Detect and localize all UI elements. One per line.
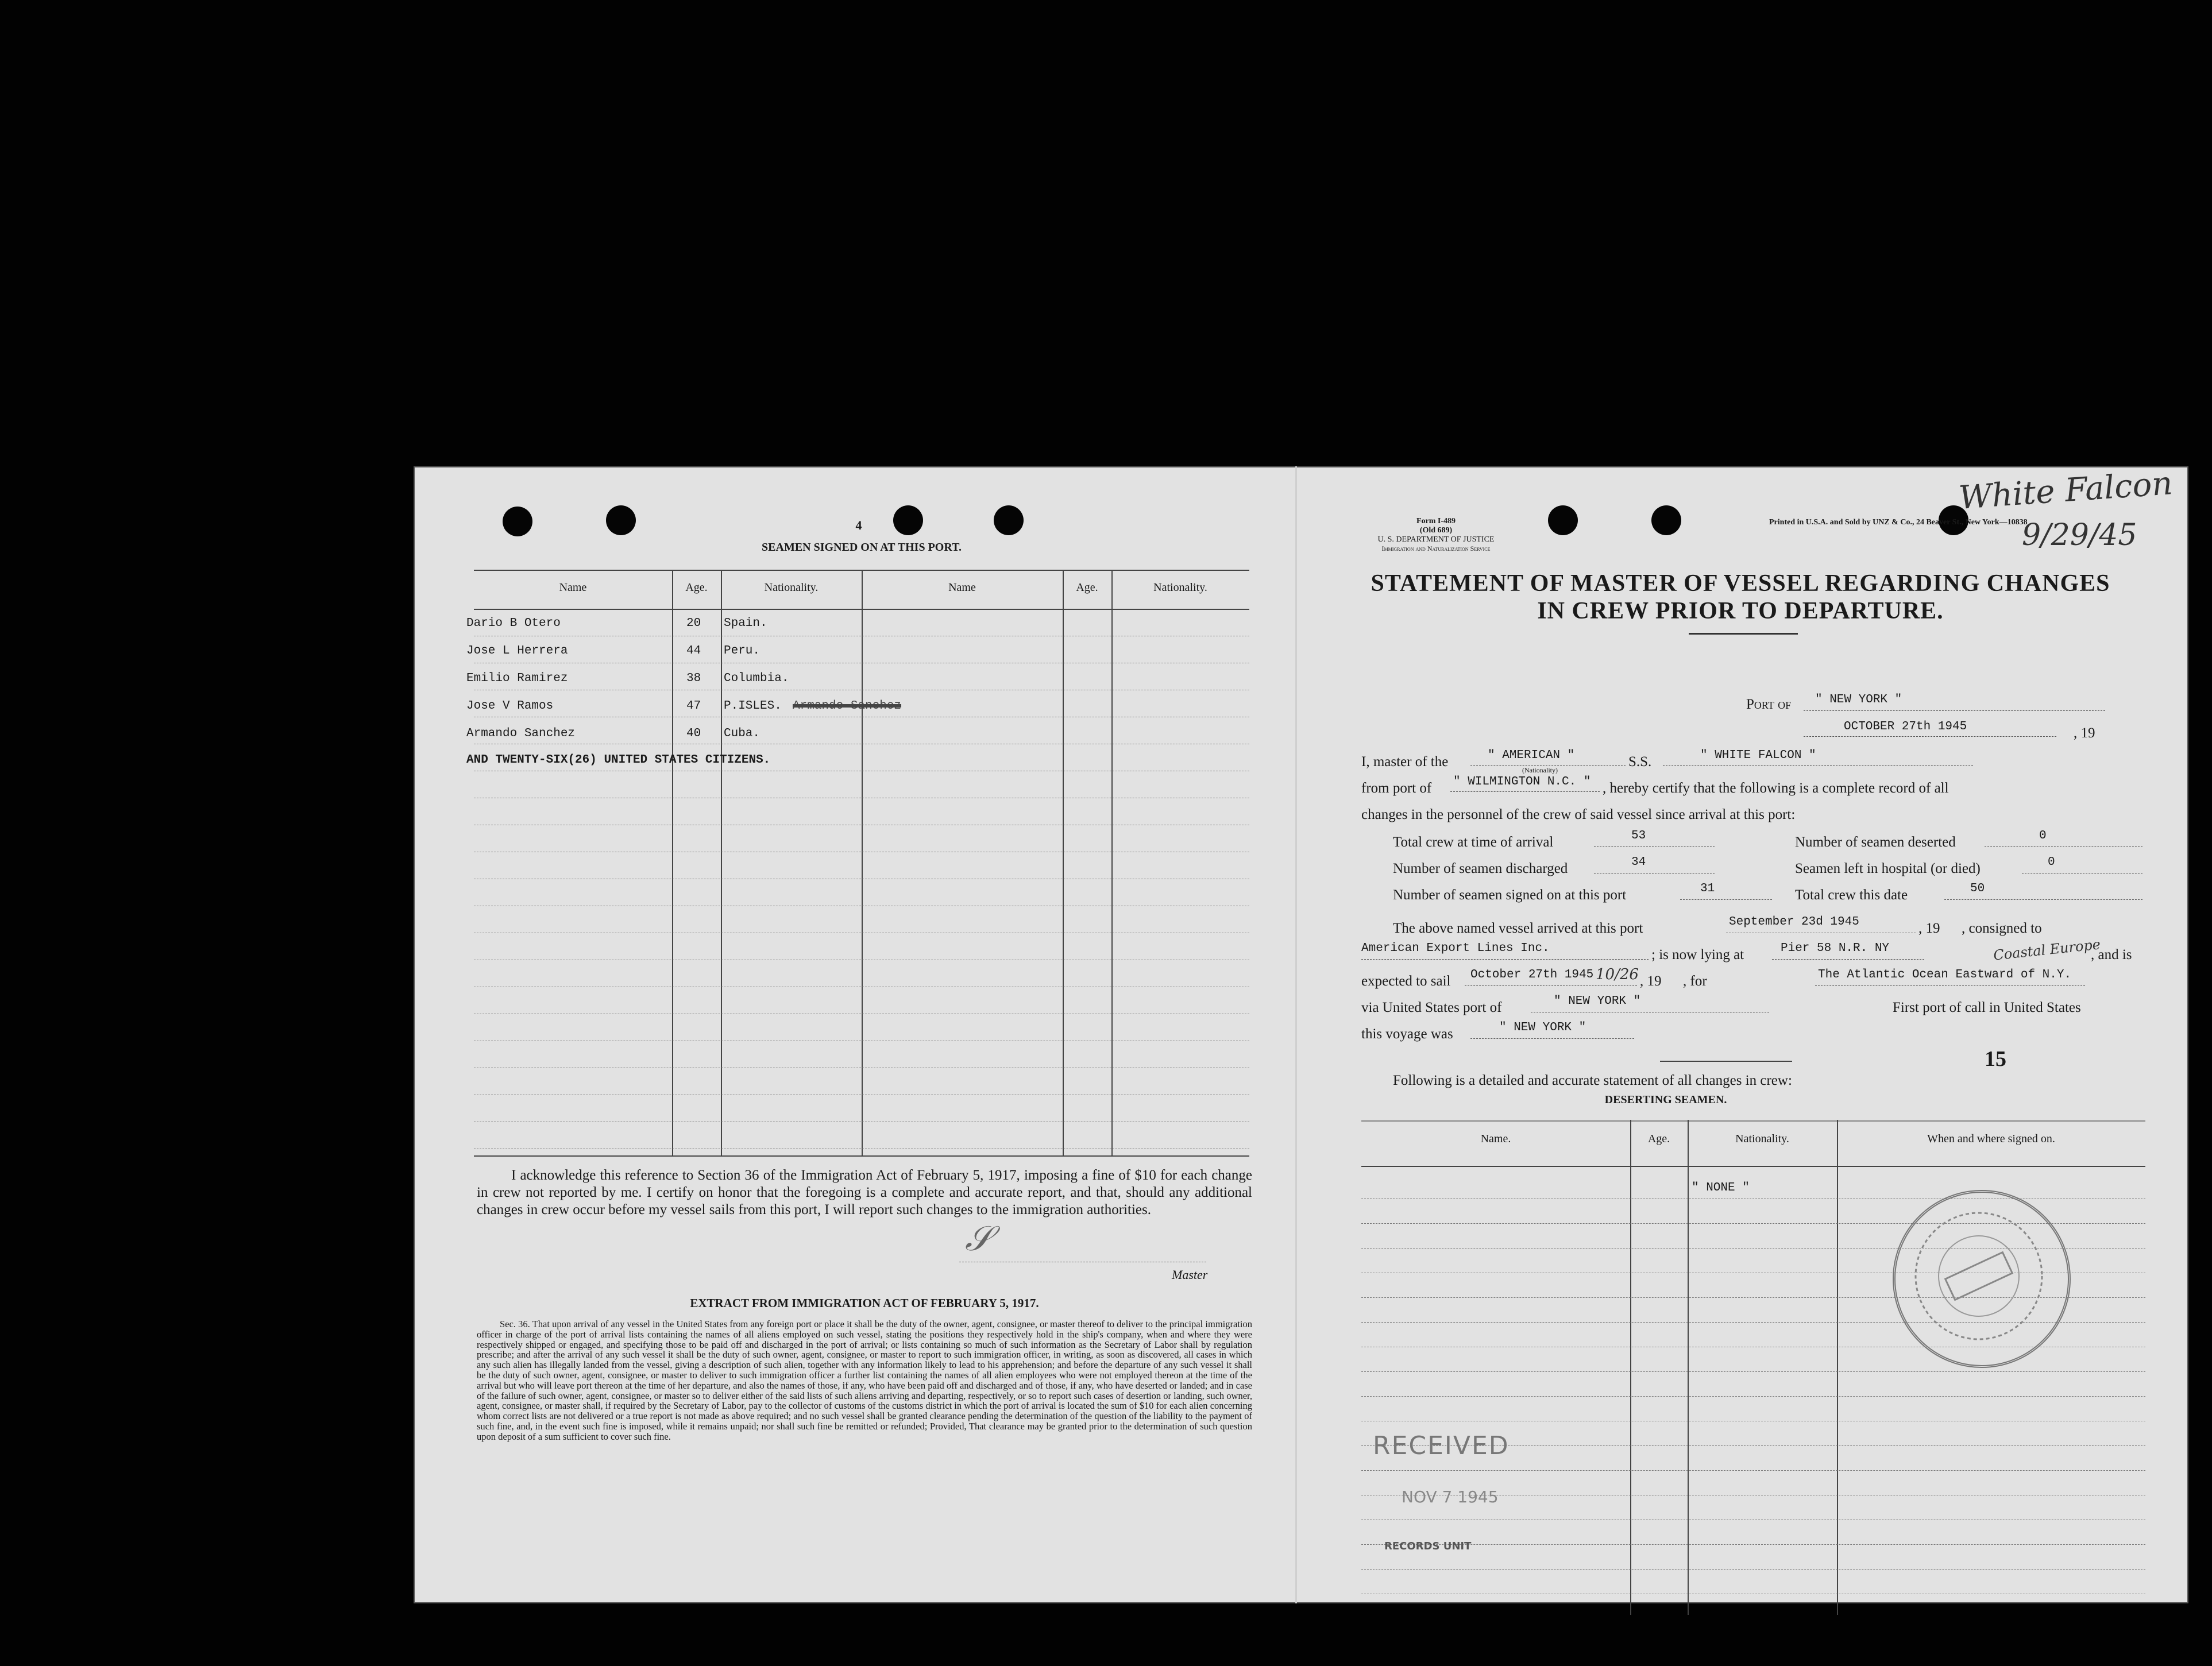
date-year: , 19 bbox=[2074, 725, 2095, 741]
records-unit-stamp: RECORDS UNIT bbox=[1384, 1540, 1472, 1552]
voyage-line bbox=[1470, 1038, 1634, 1039]
row-name: Jose L Herrera bbox=[466, 644, 568, 658]
master-signature: 𝒮 bbox=[965, 1219, 992, 1259]
master-label: Master bbox=[1172, 1267, 1208, 1282]
row-nationality: Cuba. bbox=[724, 727, 761, 740]
deserting-row-line bbox=[1361, 1470, 2145, 1471]
destination-line bbox=[1815, 985, 2085, 986]
punch-hole bbox=[893, 505, 923, 535]
voyage-label: this voyage was bbox=[1361, 1026, 1453, 1042]
seal-icon bbox=[1893, 1190, 2065, 1362]
deserting-row-line bbox=[1361, 1544, 2145, 1545]
from-port-line bbox=[1450, 791, 1600, 792]
nationality-caption: (Nationality) bbox=[1522, 766, 1558, 774]
section-36-text: Sec. 36. That upon arrival of any vessel in the United States from any foreign port or place it shall be the duty of the owner, agent, consignee, or master thereof to deliver to the principal immigration officer in charge of the port of arrival lists containing the names of all aliens employed on such vessel, stating the positions they respectively hold in the ship's company, when and where they were respectively shipped or engaged, and specifying those to be paid off and discharged in the port of arrival; or lists containing so much of such information as the Secretary of Labor shall by regulation prescribe; and after the arrival of any such vessel it shall be the duty of such owner, agent, consignee, or master to report to such immigration officer, in writing, as soon as discovered, all cases in which any such alien has illegally landed from the vessel, giving a description of such alien, together with any information likely to lead to his apprehension; and before the departure of any such vessel it shall be the duty of such owner, agent, consignee, or master to deliver to such immigration officer a further list containing the names of all alien employees who were not employed thereon at the time of the arrival but who will leave port thereon at the time of her departure, and also the names of those, if any, who have been paid off and discharged and of those, if any, who have deserted or landed; and in case of the failure of such owner, agent, consignee, or master so to deliver either of the said lists of such aliens arriving and departing, respectively, or so to report such cases of desertion or landing, such owner, agent, consignee, or master shall, if required by the Secretary of Labor, pay to the collector of customs of the customs district in which the port of arrival is located the sum of $10 for each alien concerning whom correct lists are not delivered or a true report is not made as above required; and no such vessel shall be granted clearance pending the determination of the question of the liability to the payment of such fine, and, in the event such fine is imposed, while it remains unpaid; nor shall such fine be remitted or refunded; Provided, That clearance may be granted prior to the determination of such question upon deposit of a sum sufficient to cover such fine. bbox=[477, 1319, 1252, 1442]
total-crew-arrival: 53 bbox=[1631, 829, 1646, 842]
printer-note: Printed in U.S.A. and Sold by UNZ & Co., 24 Beaver St., New York—10838 bbox=[1769, 518, 2028, 527]
document-sheet bbox=[414, 466, 2188, 1603]
master-of-label: I, master of the bbox=[1361, 754, 1449, 770]
deserting-row-line bbox=[1361, 1396, 2145, 1397]
section-title: SEAMEN SIGNED ON AT THIS PORT. bbox=[762, 541, 962, 554]
nationality-value: " AMERICAN " bbox=[1488, 749, 1575, 762]
changes-text: changes in the personnel of the crew of said vessel since arrival at this port: bbox=[1361, 807, 1796, 822]
nationality-line bbox=[1470, 765, 1626, 766]
handwritten-date: 9/29/45 bbox=[2022, 518, 2137, 552]
ss-label: S.S. bbox=[1628, 754, 1652, 770]
handwritten-expected-date: 10/26 bbox=[1596, 966, 1639, 983]
row-age: 44 bbox=[686, 644, 701, 658]
row-age: 38 bbox=[686, 672, 701, 685]
stat-line bbox=[1680, 899, 1772, 900]
row-age: 47 bbox=[686, 699, 701, 713]
deserting-header-border bbox=[1361, 1166, 2145, 1167]
consignee-line bbox=[1361, 959, 1649, 960]
deserting-header-age: Age. bbox=[1647, 1132, 1670, 1145]
arrived-label: The above named vessel arrived at this port bbox=[1393, 921, 1643, 936]
department: U. S. DEPARTMENT OF JUSTICE bbox=[1377, 535, 1495, 544]
struck-out-name: Armando Sanchez bbox=[793, 699, 902, 713]
arrived-value: September 23d 1945 bbox=[1729, 915, 1859, 929]
title-rule bbox=[1689, 633, 1798, 635]
lying-label: ; is now lying at bbox=[1651, 947, 1744, 963]
page-count: 15 bbox=[1985, 1047, 2006, 1071]
consigned-label: , 19 , consigned to bbox=[1918, 921, 2042, 936]
total-now-label: Total crew this date bbox=[1795, 887, 1908, 903]
from-port-value: " WILMINGTON N.C. " bbox=[1453, 775, 1591, 788]
deserting-col-divider bbox=[1688, 1120, 1689, 1615]
destination: The Atlantic Ocean Eastward of N.Y. bbox=[1818, 968, 2072, 981]
deserting-col-divider bbox=[1837, 1120, 1838, 1615]
voyage-value: " NEW YORK " bbox=[1499, 1021, 1586, 1034]
extract-title: EXTRACT FROM IMMIGRATION ACT OF FEBRUARY 5, 1917. bbox=[690, 1296, 1039, 1310]
port-value: " NEW YORK " bbox=[1815, 693, 1902, 706]
stat-line bbox=[1594, 846, 1715, 847]
expected-value: October 27th 1945 bbox=[1470, 968, 1594, 981]
row-nationality: Peru. bbox=[724, 644, 761, 658]
punch-hole bbox=[1651, 505, 1681, 535]
hospital-label: Seamen left in hospital (or died) bbox=[1795, 861, 1981, 876]
received-date: NOV 7 1945 bbox=[1402, 1487, 1499, 1506]
header-name: Name bbox=[559, 581, 587, 594]
received-seal-stamp bbox=[1893, 1190, 2071, 1368]
via-label: via United States port of bbox=[1361, 1000, 1502, 1015]
page-fold bbox=[1295, 466, 1297, 1603]
vessel-line bbox=[1663, 765, 1973, 766]
header-nationality: Nationality. bbox=[764, 581, 819, 594]
port-label: Port of bbox=[1746, 697, 1792, 712]
hospital-count: 0 bbox=[2048, 856, 2055, 869]
acknowledgement-text: I acknowledge this reference to Section 36 of the Immigration Act of February 5, 1917, imposing a fine of $10 for each change in crew not reported by me. I certify on honor that the foregoing is a complete and accurate report, and that, should any additional changes in crew occur before my vessel sails from this port, I will report such changes to the immigration authorities. bbox=[477, 1168, 1252, 1217]
first-port-label: First port of call in United States bbox=[1893, 1000, 2081, 1015]
header-nationality-2: Nationality. bbox=[1153, 581, 1207, 594]
port-line bbox=[1804, 710, 2105, 711]
deserting-table-top bbox=[1361, 1120, 2145, 1122]
deserting-header-nationality: Nationality. bbox=[1735, 1132, 1789, 1145]
punch-hole bbox=[503, 507, 532, 536]
deserting-header-name: Name. bbox=[1480, 1132, 1511, 1145]
signed-on-label: Number of seamen signed on at this port bbox=[1393, 887, 1627, 903]
punch-hole bbox=[1548, 505, 1578, 535]
total-crew-arrival-label: Total crew at time of arrival bbox=[1393, 834, 1554, 850]
form-title-line2: IN CREW PRIOR TO DEPARTURE. bbox=[1537, 598, 1944, 624]
page-number: 4 bbox=[855, 518, 862, 532]
deserting-title: DESERTING SEAMEN. bbox=[1604, 1093, 1727, 1106]
row-name: Dario B Otero bbox=[466, 617, 561, 630]
row-nationality: Columbia. bbox=[724, 672, 789, 685]
from-port-label: from port of bbox=[1361, 780, 1432, 796]
deserting-none: " NONE " bbox=[1692, 1181, 1750, 1195]
stat-line bbox=[1944, 899, 2142, 900]
discharged-count: 34 bbox=[1631, 856, 1646, 869]
date-value: OCTOBER 27th 1945 bbox=[1844, 720, 1967, 733]
citizens-line: AND TWENTY-SIX(26) UNITED STATES CITIZENS. bbox=[466, 753, 771, 767]
row-nationality: Spain. bbox=[724, 617, 767, 630]
expected-line bbox=[1465, 985, 1637, 986]
certify-text: , hereby certify that the following is a complete record of all bbox=[1603, 780, 1949, 796]
deserting-row-line bbox=[1361, 1569, 2145, 1570]
header-name-2: Name bbox=[948, 581, 976, 594]
punch-hole bbox=[994, 505, 1024, 535]
deserted-label: Number of seamen deserted bbox=[1795, 834, 1956, 850]
and-is-label: , and is bbox=[2091, 947, 2132, 963]
lying-line bbox=[1772, 959, 1924, 960]
form-old-number: (Old 689) bbox=[1419, 526, 1453, 535]
deserting-col-divider bbox=[1630, 1120, 1631, 1615]
lying-value: Pier 58 N.R. NY bbox=[1781, 942, 1890, 955]
form-number: Form I-489 bbox=[1416, 517, 1456, 525]
row-name: Emilio Ramirez bbox=[466, 672, 568, 685]
handwritten-vessel-name: White Falcon bbox=[1958, 465, 2174, 517]
form-title-line1: STATEMENT OF MASTER OF VESSEL REGARDING CHANGES bbox=[1371, 570, 2110, 597]
row-name: Armando Sanchez bbox=[466, 727, 576, 740]
header-age-2: Age. bbox=[1076, 581, 1098, 594]
separator-rule bbox=[1660, 1061, 1792, 1062]
date-line bbox=[1804, 736, 2056, 737]
consignee: American Export Lines Inc. bbox=[1361, 942, 1550, 955]
row-age: 20 bbox=[686, 617, 701, 630]
deserted-count: 0 bbox=[2039, 829, 2047, 842]
row-age: 40 bbox=[686, 727, 701, 740]
punch-hole bbox=[606, 505, 636, 535]
deserting-header-signed-on: When and where signed on. bbox=[1927, 1132, 2055, 1145]
handwritten-margin-note: Coastal Europe bbox=[1993, 936, 2102, 964]
via-value: " NEW YORK " bbox=[1554, 995, 1641, 1008]
deserting-row-line bbox=[1361, 1371, 2145, 1372]
total-now-count: 50 bbox=[1970, 882, 1985, 895]
following-text: Following is a detailed and accurate statement of all changes in crew: bbox=[1393, 1073, 1792, 1088]
vessel-name: " WHITE FALCON " bbox=[1700, 749, 1816, 762]
discharged-label: Number of seamen discharged bbox=[1393, 861, 1568, 876]
service: Immigration and Naturalization Service bbox=[1381, 544, 1491, 552]
header-age: Age. bbox=[685, 581, 708, 594]
row-name: Jose V Ramos bbox=[466, 699, 554, 713]
stat-line bbox=[1985, 846, 2142, 847]
for-label: , 19 , for bbox=[1640, 973, 1707, 989]
received-stamp: RECEIVED bbox=[1373, 1431, 1510, 1460]
signed-on-count: 31 bbox=[1700, 882, 1715, 895]
table-bottom-border bbox=[474, 1155, 1249, 1157]
expected-label: expected to sail bbox=[1361, 973, 1451, 989]
row-nationality: P.ISLES. bbox=[724, 699, 782, 713]
